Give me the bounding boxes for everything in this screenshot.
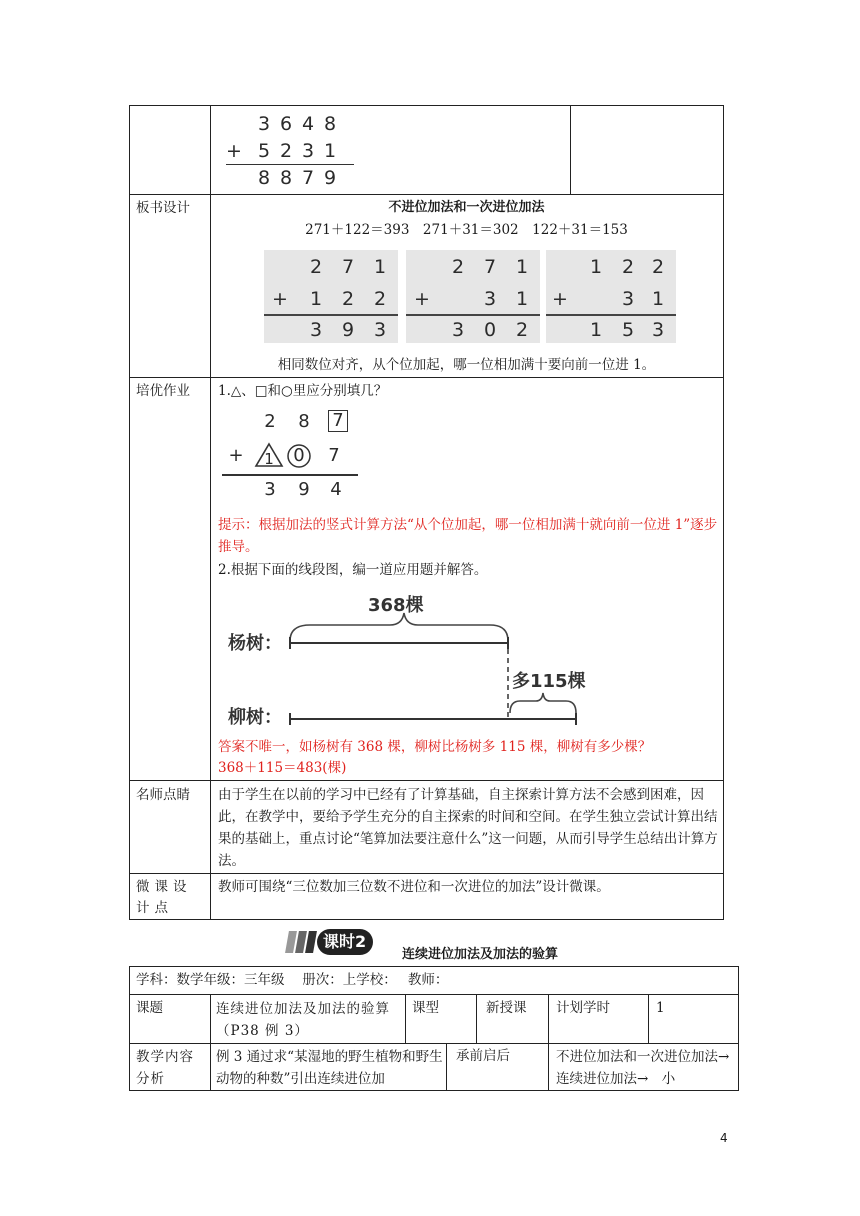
lesson-info: 学科：数学年级：三年级 册次：上学校： 教师：: [136, 972, 449, 988]
digit: 1: [373, 256, 387, 278]
cell-content-label: 教学内容分析: [136, 1049, 194, 1087]
board-label: 板书设计: [136, 200, 190, 216]
digit: 7: [341, 256, 355, 278]
digit: 7: [328, 445, 340, 466]
digit: 9: [298, 479, 310, 500]
plus-sign: +: [226, 140, 242, 162]
plus-sign: +: [552, 288, 568, 310]
digit: 3: [301, 140, 315, 162]
answer-line-1: 答案不唯一，如杨树有 368 棵，柳树比杨树多 115 棵，柳树有多少棵？: [218, 739, 652, 755]
digit: 9: [323, 167, 337, 189]
square-box: 7: [328, 410, 348, 432]
digit: 1: [651, 288, 665, 310]
digit: 1: [323, 140, 337, 162]
plus-sign: +: [228, 445, 244, 466]
digit: 2: [621, 256, 635, 278]
digit: 3: [483, 288, 497, 310]
lesson-badge: [287, 927, 387, 957]
q1-vertical-addition: [222, 408, 362, 503]
cell-link: 不进位加法和一次进位加法→连续进位加法→ 小: [556, 1049, 730, 1087]
digit: 2: [373, 288, 387, 310]
plus-sign: +: [414, 288, 430, 310]
cell-type: 新授课: [486, 1000, 527, 1016]
teacher-label: 名师点睛: [136, 787, 190, 803]
badge-label: 课时2: [323, 932, 367, 951]
micro-text: 教师可围绕“三位数加三位数不进位和一次进位的加法”设计微课。: [218, 879, 610, 895]
digit: 8: [323, 113, 337, 135]
digit: 1: [515, 256, 529, 278]
digit: 5: [621, 319, 635, 341]
hint-text: 提示：根据加法的竖式计算方法“从个位加起，哪一位相加满十就向前一位进 1”逐步推导。: [218, 517, 718, 555]
digit: 3: [651, 319, 665, 341]
digit: 9: [341, 319, 355, 341]
digit: 1: [515, 288, 529, 310]
lesson-title: 连续进位加法及加法的验算: [402, 947, 559, 962]
segment-diagram: [220, 585, 600, 730]
digit: 8: [279, 167, 293, 189]
digit: 3: [451, 319, 465, 341]
digit: 2: [651, 256, 665, 278]
cell-hours: 1: [656, 1000, 665, 1016]
digit: 2: [309, 256, 323, 278]
digit: 5: [257, 140, 271, 162]
digit: 4: [330, 479, 342, 500]
digit: 1: [589, 256, 603, 278]
cell-topic-label: 课题: [136, 1000, 163, 1016]
digit: 2: [515, 319, 529, 341]
question-2: 2.根据下面的线段图，编一道应用题并解答。: [218, 562, 488, 578]
digit: 3: [621, 288, 635, 310]
digit: 4: [301, 113, 315, 135]
digit: 3: [257, 113, 271, 135]
page-number: 4: [720, 1131, 728, 1145]
digit: 1: [309, 288, 323, 310]
digit: 0: [483, 319, 497, 341]
question-1: 1.△、□和○里应分别填几？: [218, 383, 388, 399]
cell-topic: 连续进位加法及加法的验算（P38 例 3）: [216, 1001, 390, 1039]
total-label: 368棵: [368, 595, 424, 616]
digit: 8: [298, 411, 310, 432]
cell-link-label: 承前启后: [456, 1048, 510, 1064]
digit: 3: [373, 319, 387, 341]
answer-line-2: 368＋115＝483(棵): [218, 760, 347, 776]
digit: 2: [279, 140, 293, 162]
digit: 7: [483, 256, 497, 278]
digit: 6: [279, 113, 293, 135]
digit: 1: [589, 319, 603, 341]
plus-sign: +: [272, 288, 288, 310]
poplar-label: 杨树：: [228, 633, 282, 654]
board-rule: 相同数位对齐，从个位加起，哪一位相加满十要向前一位进 1。: [277, 357, 656, 373]
digit: 0: [293, 445, 305, 466]
digit: 2: [341, 288, 355, 310]
digit: 1: [264, 450, 274, 468]
cell-content: 例 3 通过求“某湿地的野生植物和野生动物的种数”引出连续进位加: [216, 1049, 443, 1087]
cell-type-label: 课型: [412, 1000, 439, 1016]
board-equations: 271＋122＝393 271＋31＝302 122＋31＝153: [305, 222, 628, 238]
extra-label: 多115棵: [512, 671, 586, 692]
teacher-text: 由于学生在以前的学习中已经有了计算基础，自主探索计算方法不会感到困难，因此，在教学中，要给予学生充分的自主探索的时间和空间。在学生独立尝试计算出结果的基础上，重点讨论“笔算加法要注意什么”这一问题，从而引导学生总结出计算方法。: [218, 787, 718, 869]
micro-label: 微课设计点: [136, 879, 192, 916]
cell-hours-label: 计划学时: [556, 1000, 610, 1016]
digit: 2: [451, 256, 465, 278]
digit: 2: [264, 411, 276, 432]
digit: 8: [257, 167, 271, 189]
homework-label: 培优作业: [136, 383, 190, 399]
digit: 7: [301, 167, 315, 189]
digit: 3: [309, 319, 323, 341]
top-vertical-addition: [222, 112, 362, 192]
board-title: 不进位加法和一次进位加法: [388, 200, 545, 215]
digit: 3: [264, 479, 276, 500]
willow-label: 柳树：: [228, 707, 282, 728]
